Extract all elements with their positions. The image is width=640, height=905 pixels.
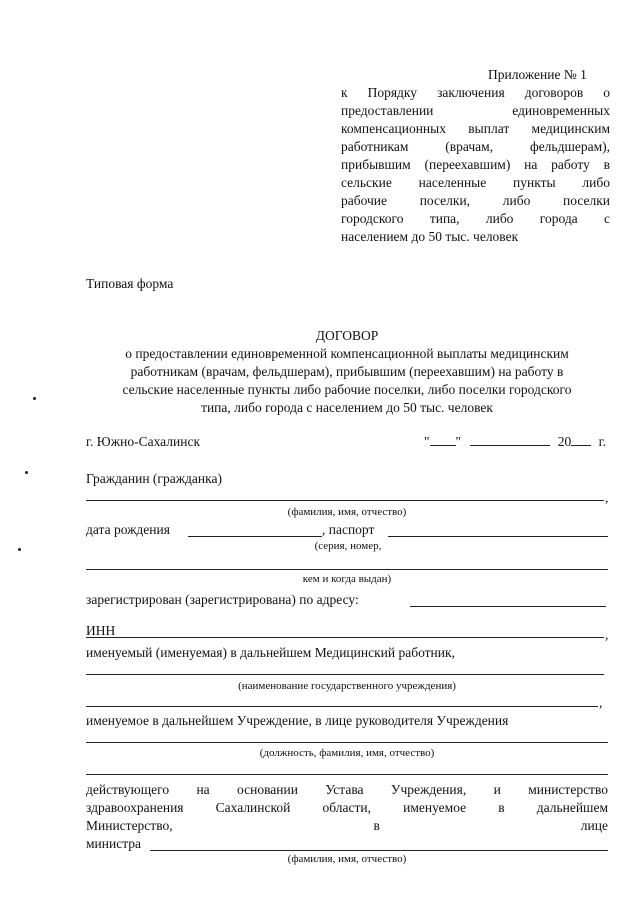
scan-speck: [25, 471, 28, 474]
subtitle-line: сельские населенные пункты либо рабочие поселки, либо поселки городского: [122, 382, 572, 397]
form-type-label: Типовая форма: [86, 276, 174, 291]
appendix-line: к Порядку заключения договоров о: [341, 85, 610, 100]
acting-line: Министерство, в лице: [86, 818, 608, 833]
inn-line: [86, 637, 604, 638]
institution-line-2: [86, 706, 598, 707]
minister-line: [150, 850, 608, 851]
fio-comma: ,: [605, 490, 609, 505]
minister-hint: (фамилия, имя, отчество): [287, 853, 407, 865]
institution-comma: ,: [599, 695, 603, 710]
citizen-label: Гражданин (гражданка): [86, 471, 222, 486]
subtitle-line: типа, либо города с населением до 50 тыс. человек: [201, 400, 493, 415]
fio-hint: (фамилия, имя, отчество): [287, 506, 407, 518]
issued-line: [86, 569, 608, 570]
position-line-2: [86, 774, 608, 775]
position-line: [86, 742, 608, 743]
passport-label: , паспорт: [322, 522, 375, 537]
inn-label: ИНН: [86, 623, 116, 638]
birth-label: дата рождения: [86, 522, 170, 537]
institution-line: [86, 674, 604, 675]
year-blank: [571, 433, 591, 446]
year-suffix: г.: [598, 434, 607, 449]
issued-hint: кем и когда выдан): [302, 573, 392, 585]
month-blank: [470, 433, 550, 446]
inn-comma: ,: [605, 627, 609, 642]
acting-line: действующего на основании Устава Учреждения, и министерство: [86, 782, 608, 797]
fio-line: [86, 500, 604, 501]
appendix-line: сельские населенные пункты либо: [341, 175, 610, 190]
address-line: [410, 606, 606, 607]
appendix-line: компенсационных выплат медицинским: [341, 121, 610, 136]
appendix-line: городского типа, либо города с: [341, 211, 610, 226]
year-prefix: 20: [557, 434, 572, 449]
appendix-last-line: населением до 50 тыс. человек: [341, 229, 519, 244]
subtitle-line: о предоставлении единовременной компенсационной выплаты медицинским: [125, 346, 569, 361]
registered-label: зарегистрирован (зарегистрирована) по адресу:: [86, 592, 359, 607]
day-blank: [430, 433, 456, 446]
city: г. Южно-Сахалинск: [86, 434, 201, 449]
passport-line: [388, 536, 608, 537]
appendix-line: прибывшим (переехавшим) на работу в: [341, 157, 610, 172]
appendix-line: предоставлении единовременных: [341, 103, 610, 118]
position-hint: (должность, фамилия, имя, отчество): [259, 747, 435, 759]
scan-speck: [18, 548, 21, 551]
appendix-line: работникам (врачам, фельдшерам),: [341, 139, 610, 154]
contract-heading: ДОГОВОР: [315, 328, 379, 343]
appendix-line: рабочие поселки, либо поселки: [341, 193, 610, 208]
minister-label: министра: [86, 836, 142, 851]
scan-speck: [33, 397, 36, 400]
quote-close: ": [455, 434, 462, 449]
institution-text: именуемое в дальнейшем Учреждение, в лице руководителя Учреждения: [86, 713, 509, 728]
institution-hint: (наименование государственного учреждения): [238, 680, 456, 692]
passport-hint: (серия, номер,: [314, 540, 382, 552]
acting-line: здравоохранения Сахалинской области, именуемое в дальнейшем: [86, 800, 608, 815]
subtitle-line: работникам (врачам, фельдшерам), прибывшим (переехавшим) на работу в: [130, 364, 564, 379]
worker-line: именуемый (именуемая) в дальнейшем Медицинский работник,: [86, 645, 455, 660]
quote-open: ": [424, 434, 430, 449]
date-field: [424, 433, 606, 450]
birth-date-line: [188, 536, 322, 537]
appendix-title: Приложение № 1: [488, 67, 587, 82]
